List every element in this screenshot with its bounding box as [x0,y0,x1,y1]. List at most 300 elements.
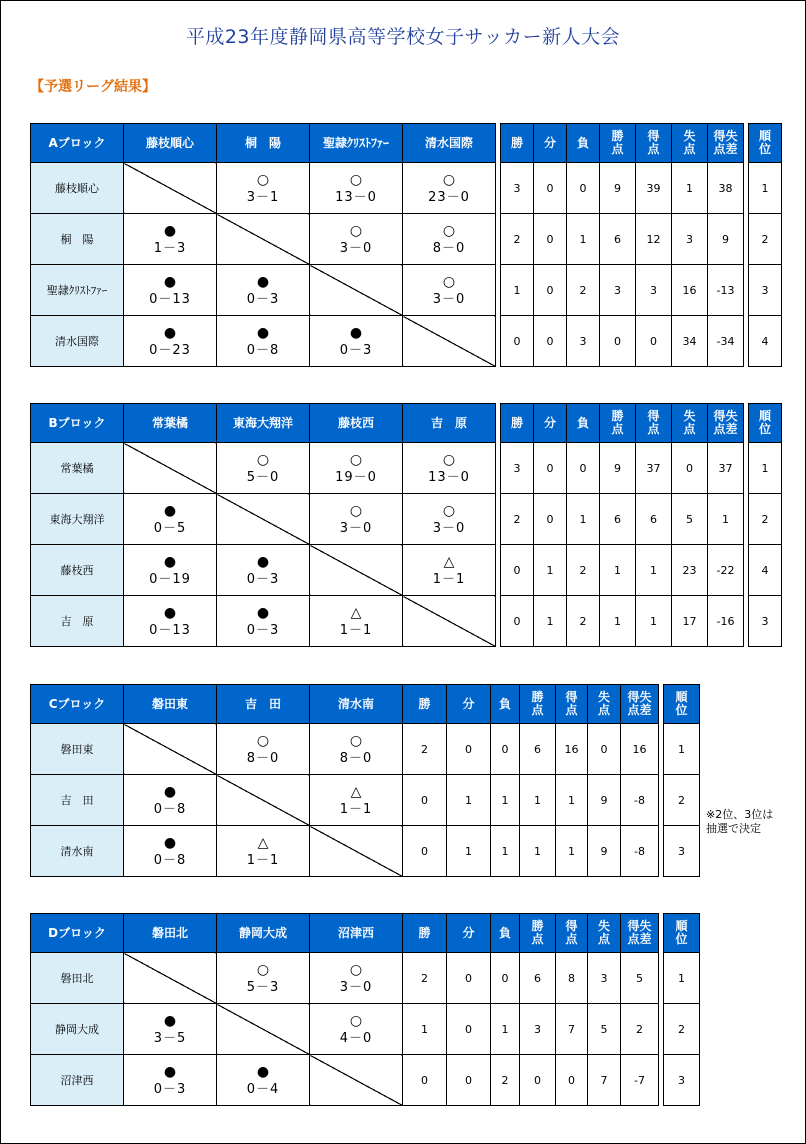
rank-value: 3 [749,265,782,316]
stat-header: 分 [447,685,491,724]
team-name: 沼津西 [31,1055,124,1106]
match-result [403,545,496,596]
result-mark: ○ [256,452,270,468]
stat-value: 0 [534,214,567,265]
stat-value: 2 [491,1055,520,1106]
stat-value: 9 [600,443,636,494]
match-result [310,953,403,1004]
team-row [31,826,700,877]
block-header-row [31,914,700,953]
stat-value: 0 [672,443,708,494]
tiebreak-note: ※2位、3位は抽選で決定 [706,808,774,835]
match-result [217,443,310,494]
block-header-row [31,124,782,163]
team-name: 静岡大成 [31,1004,124,1055]
rank-value: 4 [749,545,782,596]
stat-value: 3 [520,1004,556,1055]
stat-value: 16 [621,724,659,775]
match-result [124,1004,217,1055]
match-score: 3－0 [339,521,373,536]
team-header: 清水南 [310,685,403,724]
result-mark: △ [257,835,269,851]
block-table [30,684,700,877]
team-row [31,1055,700,1106]
team-header: 常葉橘 [124,404,217,443]
match-score: 8－0 [246,751,280,766]
stat-value: 37 [636,443,672,494]
stat-value: 39 [636,163,672,214]
rank-value: 4 [749,316,782,367]
team-header: 磐田北 [124,914,217,953]
block-name: Bブロック [31,404,124,443]
stat-value: 0 [491,724,520,775]
match-result [310,724,403,775]
block-table [30,403,782,647]
match-score: 3－0 [432,292,466,307]
stat-value: 1 [600,545,636,596]
stat-value: 0 [501,316,534,367]
stat-value: 6 [520,724,556,775]
stat-value: -22 [708,545,744,596]
stat-value: 6 [520,953,556,1004]
match-score: 0－13 [149,292,191,307]
stat-header: 順 位 [749,124,782,163]
match-score: 5－0 [246,470,280,485]
stat-value: 1 [520,775,556,826]
stat-value: 2 [403,953,447,1004]
match-score: 0－13 [149,623,191,638]
match-result [403,163,496,214]
stat-value: 0 [534,163,567,214]
match-result [217,724,310,775]
match-result [310,214,403,265]
match-score: 3－0 [339,241,373,256]
self-match-cell [124,163,217,214]
stat-value: 0 [447,724,491,775]
match-score: 3－0 [432,521,466,536]
stat-value: 2 [567,596,600,647]
match-result [217,826,310,877]
team-name: 清水国際 [31,316,124,367]
stat-value: 6 [600,494,636,545]
stat-value: 2 [567,265,600,316]
self-match-cell [403,596,496,647]
stat-value: 3 [588,953,621,1004]
team-header: 清水国際 [403,124,496,163]
self-match-cell [217,494,310,545]
self-match-cell [403,316,496,367]
match-score: 0－8 [153,853,187,868]
stat-value: 9 [588,826,621,877]
stat-header: 勝 点 [520,685,556,724]
stat-header: 勝 [501,124,534,163]
team-header: 藤枝西 [310,404,403,443]
team-row [31,724,700,775]
rank-value: 1 [749,163,782,214]
stat-value: 3 [600,265,636,316]
stat-value: 1 [501,265,534,316]
match-result [403,214,496,265]
result-mark: △ [443,554,455,570]
stat-value: 1 [534,596,567,647]
self-match-cell [217,1004,310,1055]
match-result [310,316,403,367]
stat-value: 1 [672,163,708,214]
stat-value: 0 [501,596,534,647]
match-score: 8－0 [432,241,466,256]
match-score: 0－4 [246,1082,280,1097]
team-row [31,443,782,494]
result-mark: ● [256,325,270,341]
self-match-cell [217,775,310,826]
block-table [30,913,700,1106]
stat-value: 3 [501,443,534,494]
stat-header: 分 [447,914,491,953]
stat-value: 1 [403,1004,447,1055]
stat-header: 負 [491,914,520,953]
team-row [31,775,700,826]
result-mark: △ [350,784,362,800]
match-result [124,596,217,647]
match-result [217,953,310,1004]
self-match-cell [310,545,403,596]
stat-value: 0 [567,163,600,214]
stat-value: -13 [708,265,744,316]
stat-value: 1 [520,826,556,877]
match-result [310,494,403,545]
match-score: 3－1 [246,190,280,205]
team-name: 藤枝順心 [31,163,124,214]
self-match-cell [310,826,403,877]
stat-value: 3 [672,214,708,265]
team-name: 吉 原 [31,596,124,647]
stat-value: 0 [447,1055,491,1106]
match-result [217,545,310,596]
team-name: 磐田東 [31,724,124,775]
stat-value: 0 [588,724,621,775]
stat-value: 17 [672,596,708,647]
match-score: 0－3 [339,343,373,358]
stat-header: 勝 [403,914,447,953]
stat-header: 勝 点 [520,914,556,953]
stat-value: 0 [534,494,567,545]
stat-value: 0 [447,1004,491,1055]
result-mark: ○ [349,452,363,468]
self-match-cell [217,214,310,265]
result-mark: ● [256,605,270,621]
team-name: 聖隷ｸﾘｽﾄﾌｧｰ [31,265,124,316]
stat-value: 5 [621,953,659,1004]
stat-header: 得失 点差 [708,124,744,163]
stat-value: 0 [636,316,672,367]
stat-value: 1 [491,775,520,826]
stat-value: 1 [708,494,744,545]
result-mark: ● [163,605,177,621]
stat-header: 順 位 [664,685,700,724]
stat-value: 12 [636,214,672,265]
team-header: 桐 陽 [217,124,310,163]
team-row [31,953,700,1004]
stat-value: -8 [621,775,659,826]
result-mark: ○ [442,274,456,290]
stat-value: 2 [621,1004,659,1055]
result-mark: ● [163,1013,177,1029]
stat-value: 2 [403,724,447,775]
stat-value: 0 [534,265,567,316]
result-mark: ○ [349,223,363,239]
stat-value: 1 [491,826,520,877]
team-header: 聖隷ｸﾘｽﾄﾌｧｰ [310,124,403,163]
match-score: 3－0 [339,980,373,995]
team-row [31,545,782,596]
stat-value: 2 [501,214,534,265]
match-score: 1－1 [339,623,373,638]
self-match-cell [310,1055,403,1106]
team-header: 吉 田 [217,685,310,724]
team-row [31,163,782,214]
stat-value: 0 [534,316,567,367]
stat-header: 得 点 [556,914,588,953]
stat-value: -34 [708,316,744,367]
stat-header: 負 [491,685,520,724]
team-header: 沼津西 [310,914,403,953]
stat-value: 2 [567,545,600,596]
stat-value: 0 [567,443,600,494]
match-score: 3－5 [153,1031,187,1046]
self-match-cell [124,724,217,775]
team-header: 吉 原 [403,404,496,443]
stat-value: 1 [567,214,600,265]
stat-value: 1 [447,775,491,826]
stat-header: 負 [567,404,600,443]
stat-header: 勝 [403,685,447,724]
stat-header: 失 点 [672,404,708,443]
match-result [217,1055,310,1106]
match-result [124,214,217,265]
match-score: 4－0 [339,1031,373,1046]
rank-value: 3 [664,1055,700,1106]
rank-value: 2 [749,214,782,265]
match-score: 13－0 [428,470,470,485]
block-header-row [31,685,700,724]
match-result [217,596,310,647]
stat-value: 1 [534,545,567,596]
stat-value: 0 [520,1055,556,1106]
result-mark: ○ [442,452,456,468]
stat-value: 16 [672,265,708,316]
stat-value: 2 [501,494,534,545]
stat-value: 8 [556,953,588,1004]
match-result [124,265,217,316]
rank-value: 3 [749,596,782,647]
stat-value: 0 [403,1055,447,1106]
stat-value: 7 [556,1004,588,1055]
match-result [403,494,496,545]
match-result [217,316,310,367]
team-name: 藤枝西 [31,545,124,596]
result-mark: ● [163,784,177,800]
team-header: 磐田東 [124,685,217,724]
stat-value: 1 [491,1004,520,1055]
team-header: 静岡大成 [217,914,310,953]
stat-value: 1 [556,775,588,826]
match-score: 5－3 [246,980,280,995]
block-name: Dブロック [31,914,124,953]
match-result [310,163,403,214]
stat-header: 失 点 [672,124,708,163]
result-mark: ● [256,554,270,570]
result-mark: ● [163,274,177,290]
match-result [124,316,217,367]
stat-value: 7 [588,1055,621,1106]
stat-header: 勝 [501,404,534,443]
stat-value: 0 [600,316,636,367]
team-name: 清水南 [31,826,124,877]
match-result [124,1055,217,1106]
team-name: 桐 陽 [31,214,124,265]
match-result [403,265,496,316]
stat-value: 0 [447,953,491,1004]
stat-header: 分 [534,124,567,163]
stat-header: 得 点 [636,404,672,443]
rank-value: 1 [664,724,700,775]
team-row [31,265,782,316]
page-title: 平成23年度静岡県高等学校女子サッカー新人大会 [185,26,621,48]
stat-value: 37 [708,443,744,494]
match-result [310,443,403,494]
result-mark: ○ [256,733,270,749]
stat-header: 得 点 [556,685,588,724]
match-score: 0－3 [246,623,280,638]
team-header: 東海大翔洋 [217,404,310,443]
result-mark: ○ [256,962,270,978]
stat-value: 5 [588,1004,621,1055]
rank-value: 2 [749,494,782,545]
rank-value: 1 [749,443,782,494]
team-header: 藤枝順心 [124,124,217,163]
team-name: 東海大翔洋 [31,494,124,545]
match-result [124,494,217,545]
stat-value: 1 [636,545,672,596]
self-match-cell [310,265,403,316]
stat-header: 失 点 [588,914,621,953]
stat-header: 分 [534,404,567,443]
match-result [124,545,217,596]
block-name: Cブロック [31,685,124,724]
stat-value: 0 [403,826,447,877]
stat-value: 5 [672,494,708,545]
rank-value: 1 [664,953,700,1004]
result-mark: ○ [349,172,363,188]
result-mark: ● [256,274,270,290]
match-score: 1－1 [246,853,280,868]
match-score: 0－3 [153,1082,187,1097]
team-row [31,214,782,265]
result-mark: ● [163,835,177,851]
match-result [124,826,217,877]
stat-header: 勝 点 [600,404,636,443]
stat-header: 得失 点差 [621,685,659,724]
match-result [124,775,217,826]
result-mark: ○ [349,962,363,978]
team-row [31,494,782,545]
rank-value: 2 [664,1004,700,1055]
match-score: 0－3 [246,572,280,587]
result-mark: ● [256,1064,270,1080]
team-name: 磐田北 [31,953,124,1004]
stat-value: 16 [556,724,588,775]
stat-value: 1 [447,826,491,877]
result-mark: ● [163,1064,177,1080]
stat-value: -16 [708,596,744,647]
self-match-cell [124,953,217,1004]
match-score: 8－0 [339,751,373,766]
match-score: 0－3 [246,292,280,307]
result-mark: ○ [442,172,456,188]
result-mark: ● [163,325,177,341]
stat-value: 6 [636,494,672,545]
match-score: 1－1 [339,802,373,817]
stat-value: 23 [672,545,708,596]
stat-value: 1 [600,596,636,647]
stat-value: 6 [600,214,636,265]
stat-header: 負 [567,124,600,163]
stat-value: 9 [600,163,636,214]
block-name: Aブロック [31,124,124,163]
result-mark: ○ [256,172,270,188]
result-mark: ○ [442,223,456,239]
stat-value: 34 [672,316,708,367]
block-header-row [31,404,782,443]
match-result [217,163,310,214]
team-name: 吉 田 [31,775,124,826]
match-result [310,775,403,826]
match-score: 1－1 [432,572,466,587]
stat-value: 1 [556,826,588,877]
block-table [30,123,782,367]
result-mark: ○ [442,503,456,519]
match-score: 0－5 [153,521,187,536]
stat-value: -8 [621,826,659,877]
stat-header: 勝 点 [600,124,636,163]
stat-header: 順 位 [664,914,700,953]
match-result [403,443,496,494]
result-mark: ● [163,223,177,239]
stat-header: 得失 点差 [621,914,659,953]
stat-value: 9 [588,775,621,826]
stat-value: 1 [636,596,672,647]
stat-value: 9 [708,214,744,265]
match-score: 0－23 [149,343,191,358]
match-score: 1－3 [153,241,187,256]
stat-value: 0 [534,443,567,494]
stat-value: 0 [501,545,534,596]
stat-value: 38 [708,163,744,214]
result-mark: ● [349,325,363,341]
stat-value: 0 [403,775,447,826]
team-row [31,1004,700,1055]
stat-value: 3 [636,265,672,316]
result-mark: ● [163,554,177,570]
team-name: 常葉橘 [31,443,124,494]
team-row [31,596,782,647]
stat-value: 3 [567,316,600,367]
match-score: 13－0 [335,190,377,205]
stat-header: 失 点 [588,685,621,724]
match-score: 19－0 [335,470,377,485]
self-match-cell [124,443,217,494]
stat-value: 1 [567,494,600,545]
